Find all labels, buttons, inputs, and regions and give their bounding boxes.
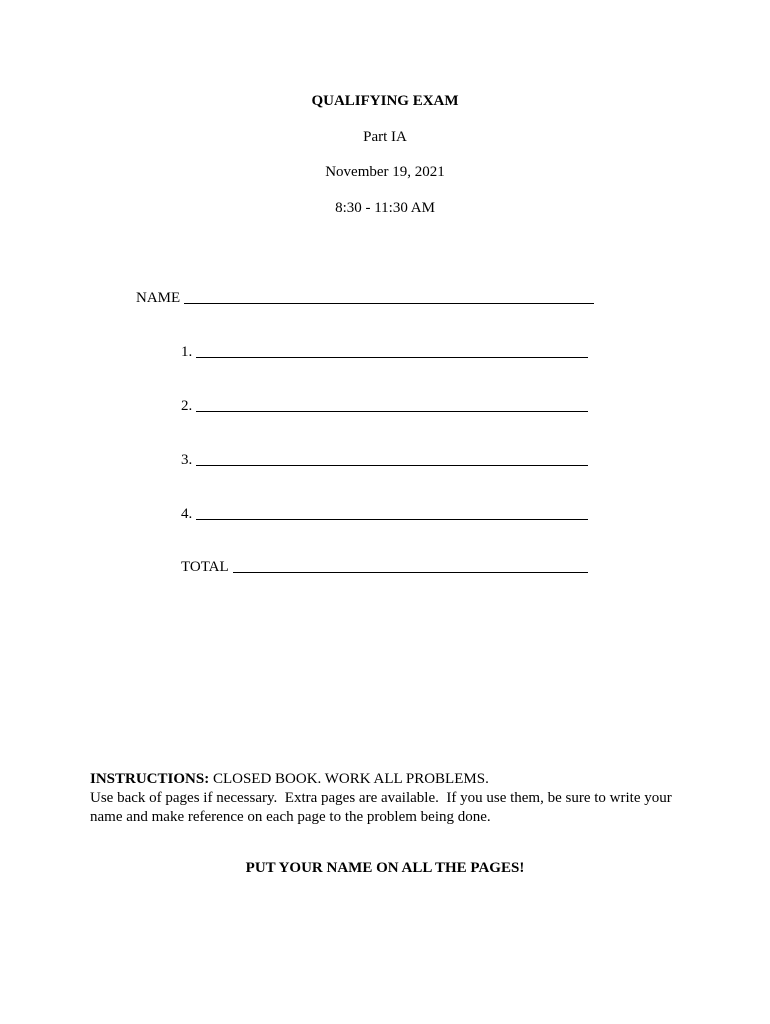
- problem-2-label: 2.: [181, 398, 193, 414]
- instructions-line-1-text: CLOSED BOOK. WORK ALL PROBLEMS.: [212, 771, 489, 787]
- exam-date: November 19, 2021: [325, 164, 445, 180]
- name-label: NAME: [136, 290, 181, 306]
- problem-4-score-field: [181, 505, 588, 523]
- problem-3-score-field: [181, 451, 588, 469]
- closing-notice: PUT YOUR NAME ON ALL THE PAGES!: [245, 860, 525, 876]
- instructions-heading: INSTRUCTIONS:: [90, 771, 210, 787]
- problem-3-blank-line[interactable]: [196, 451, 588, 466]
- problem-4-label: 4.: [181, 506, 193, 522]
- name-field: [136, 289, 594, 307]
- instructions-line-2: Use back of pages if necessary. Extra pages are available. If you use them, be sure to write your: [90, 790, 672, 806]
- problem-4-blank-line[interactable]: [196, 505, 588, 520]
- problem-3-label: 3.: [181, 452, 193, 468]
- total-label: TOTAL: [181, 559, 229, 575]
- instructions-line-1: [90, 770, 690, 789]
- total-score-field: [181, 558, 588, 576]
- problem-2-blank-line[interactable]: [196, 397, 588, 412]
- exam-part: Part IA: [363, 129, 407, 145]
- instructions-block: [90, 770, 690, 827]
- exam-time: 8:30 - 11:30 AM: [335, 200, 435, 216]
- problem-2-score-field: [181, 397, 588, 415]
- problem-1-blank-line[interactable]: [196, 343, 588, 358]
- instructions-line-3: name and make reference on each page to the problem being done.: [90, 809, 491, 825]
- total-blank-line[interactable]: [233, 558, 588, 573]
- problem-1-score-field: [181, 343, 588, 361]
- exam-title: QUALIFYING EXAM: [311, 93, 459, 109]
- name-blank-line[interactable]: [184, 289, 594, 304]
- problem-1-label: 1.: [181, 344, 193, 360]
